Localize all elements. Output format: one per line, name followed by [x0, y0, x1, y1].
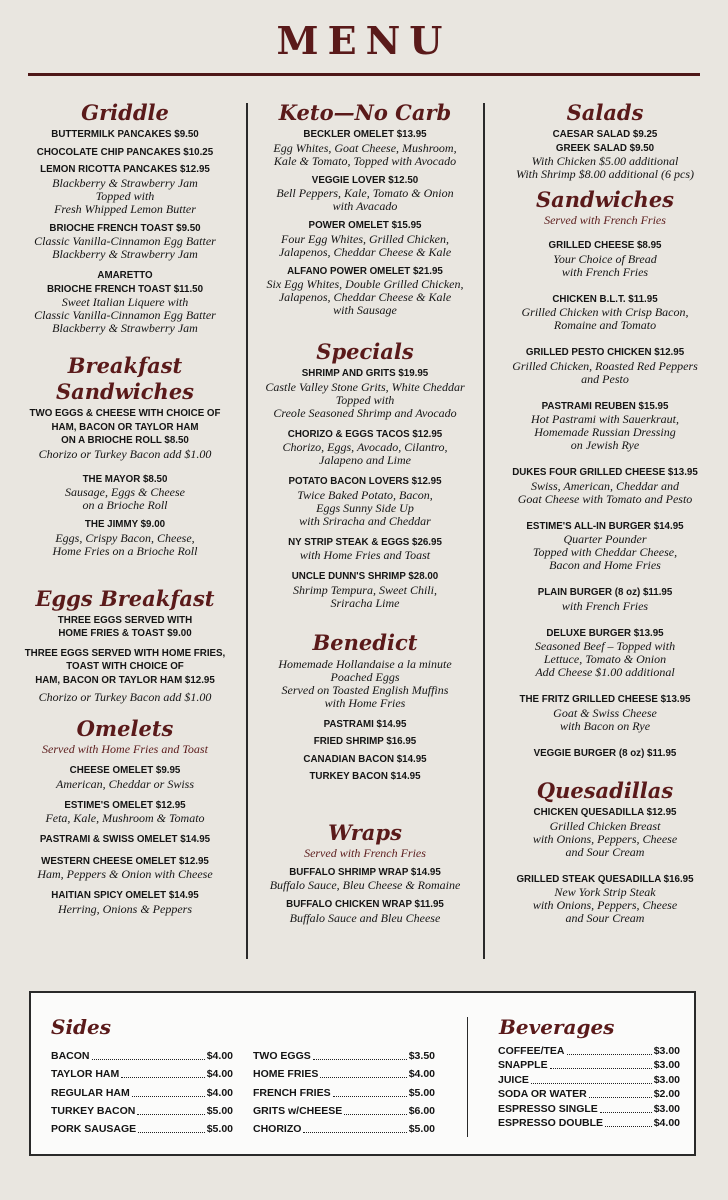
- item-description: Feta, Kale, Mushroom & Tomato: [45, 811, 205, 825]
- column-divider-1: [246, 103, 248, 959]
- section-subtitle: Served with French Fries: [304, 845, 426, 860]
- row-price: $5.00: [408, 1086, 435, 1099]
- beverages-title: Beverages: [499, 1015, 615, 1039]
- dot-leader: [567, 1054, 652, 1055]
- item-description: Chorizo, Eggs, Avocado, Cilantro, Jalapeno and Lime: [282, 440, 448, 467]
- item-name: SHRIMP AND GRITS $19.95: [301, 367, 429, 379]
- row-price: $5.00: [408, 1122, 435, 1135]
- menu-item: [252, 475, 478, 528]
- row-price: $3.00: [653, 1059, 680, 1071]
- section-subtitle: Served with Home Fries and Toast: [42, 742, 208, 756]
- row-price: $4.00: [653, 1117, 680, 1129]
- item-description: Quarter Pounder Topped with Cheddar Cheese, Bacon and Home Fries: [532, 532, 678, 572]
- menu-section: [252, 339, 478, 610]
- menu-item: [8, 691, 242, 704]
- menu-section: [8, 586, 242, 705]
- item-name: VEGGIE BURGER (8 oz) $11.95: [533, 746, 677, 759]
- item-name: THE FRITZ GRILLED CHEESE $13.95: [519, 693, 691, 705]
- item-name: BECKLER OMELET $13.95: [303, 128, 427, 140]
- menu-item: [252, 367, 478, 420]
- item-description: Sausage, Eggs & Cheese on a Brioche Roll: [65, 485, 185, 512]
- item-name: CANADIAN BACON $14.95: [303, 752, 427, 765]
- menu-column-right: [489, 100, 721, 925]
- price-row: [498, 1072, 680, 1087]
- menu-section: [8, 100, 242, 335]
- menu-item: [489, 128, 721, 142]
- menu-item: [489, 627, 721, 680]
- menu-section: [252, 630, 478, 784]
- row-price: $4.00: [206, 1050, 233, 1063]
- row-name: TWO EGGS: [253, 1050, 311, 1063]
- box-divider: [467, 1017, 468, 1137]
- row-price: $6.00: [408, 1104, 435, 1117]
- menu-item: [252, 536, 478, 563]
- price-row: [51, 1045, 233, 1063]
- row-name: ESPRESSO DOUBLE: [498, 1117, 604, 1129]
- dot-leader: [313, 1059, 407, 1060]
- menu-item: [252, 866, 478, 893]
- row-price: $4.00: [408, 1068, 435, 1081]
- title-rule: [28, 73, 700, 76]
- section-title: Eggs Breakfast: [35, 585, 215, 611]
- item-name: NY STRIP STEAK & EGGS $26.95: [288, 535, 442, 548]
- section-title: Griddle: [81, 100, 169, 125]
- menu-item: [8, 764, 242, 791]
- menu-item: [489, 873, 721, 926]
- menu-section: [252, 100, 478, 317]
- item-description: Eggs, Crispy Bacon, Cheese, Home Fries on a Brioche Roll: [52, 530, 198, 558]
- item-name: VEGGIE LOVER $12.50: [311, 173, 419, 186]
- menu-item: [252, 174, 478, 214]
- sides-beverages-box: [29, 991, 696, 1156]
- item-description: Ham, Peppers & Onion with Cheese: [37, 867, 213, 881]
- menu-item: [489, 806, 721, 859]
- row-price: $3.50: [408, 1050, 435, 1063]
- item-name: PASTRAMI & SWISS OMELET $14.95: [39, 833, 211, 845]
- menu-item: [8, 146, 242, 160]
- sides-title: Sides: [51, 1015, 112, 1039]
- item-name: THE MAYOR $8.50: [82, 472, 168, 485]
- section-title: Specials: [316, 339, 414, 364]
- menu-item: [489, 747, 721, 761]
- row-name: JUICE: [498, 1073, 529, 1086]
- price-row: [253, 1100, 435, 1118]
- dot-leader: [303, 1132, 406, 1133]
- item-name: TURKEY BACON $14.95: [309, 770, 421, 782]
- item-name: POTATO BACON LOVERS $12.95: [288, 475, 442, 487]
- row-price: $5.00: [206, 1104, 233, 1117]
- row-name: PORK SAUSAGE: [51, 1122, 137, 1135]
- dot-leader: [132, 1096, 205, 1097]
- item-description: Chorizo or Turkey Bacon add $1.00: [38, 446, 212, 461]
- sides-list-1: [51, 1045, 233, 1136]
- item-description: with Home Fries and Toast: [299, 548, 431, 562]
- item-name: BUFFALO CHICKEN WRAP $11.95: [286, 898, 444, 910]
- row-price: $4.00: [206, 1068, 233, 1081]
- price-row: [498, 1058, 680, 1073]
- row-name: COFFEE/TEA: [498, 1044, 565, 1057]
- item-description: with French Fries: [561, 598, 649, 613]
- item-name: ESTIME'S ALL-IN BURGER $14.95: [526, 519, 684, 532]
- dot-leader: [333, 1096, 407, 1097]
- price-row: [498, 1043, 680, 1058]
- item-description: Buffalo Sauce, Bleu Cheese & Romaine: [269, 878, 461, 892]
- dot-leader: [320, 1077, 406, 1078]
- menu-item: [8, 614, 242, 641]
- price-row: [498, 1116, 680, 1131]
- item-name: DELUXE BURGER $13.95: [546, 626, 664, 639]
- section-title: Omelets: [76, 716, 174, 741]
- item-name: GRILLED STEAK QUESADILLA $16.95: [516, 872, 694, 885]
- item-name: GREEK SALAD $9.50: [555, 141, 655, 154]
- row-price: $4.00: [206, 1086, 233, 1099]
- price-row: [51, 1118, 233, 1136]
- price-row: [498, 1101, 680, 1116]
- menu-item: [8, 473, 242, 513]
- row-price: $5.00: [206, 1122, 233, 1135]
- menu-item: [8, 407, 242, 461]
- menu-item: [489, 400, 721, 453]
- menu-item: [8, 855, 242, 882]
- section-title: Salads: [566, 100, 644, 125]
- menu-item: [489, 142, 721, 182]
- item-name: GRILLED PESTO CHICKEN $12.95: [525, 346, 685, 358]
- item-description: Your Choice of Bread with French Fries: [553, 251, 657, 279]
- menu-item: [8, 222, 242, 262]
- price-row: [253, 1118, 435, 1136]
- item-name: GRILLED CHEESE $8.95: [548, 239, 662, 251]
- row-name: HOME FRIES: [253, 1068, 319, 1081]
- section-title: Keto—No Carb: [278, 100, 452, 125]
- menu-item: [8, 163, 242, 216]
- dot-leader: [137, 1114, 204, 1115]
- item-description: Four Egg Whites, Grilled Chicken, Jalapenos, Cheddar Cheese & Kale: [278, 231, 452, 259]
- item-description: Homemade Hollandaise a la minute Poached Eggs Served on Toasted English Muffins with Home Fries: [278, 656, 452, 710]
- dot-leader: [121, 1077, 204, 1078]
- item-name: BUFFALO SHRIMP WRAP $14.95: [289, 865, 441, 878]
- item-description: Classic Vanilla-Cinnamon Egg Batter Blackberry & Strawberry Jam: [34, 234, 216, 261]
- price-row: [51, 1100, 233, 1118]
- item-description: Swiss, American, Cheddar and Goat Cheese with Tomato and Pesto: [517, 478, 693, 506]
- menu-title: MENU: [276, 18, 452, 63]
- price-row: [51, 1081, 233, 1099]
- section-subtitle: Served with French Fries: [544, 213, 666, 227]
- menu-item: [489, 346, 721, 386]
- menu-section: [489, 187, 721, 760]
- item-description: Goat & Swiss Cheese with Bacon on Rye: [553, 705, 657, 733]
- item-name: CAESAR SALAD $9.25: [552, 128, 658, 140]
- price-row: [253, 1045, 435, 1063]
- item-description: Blackberry & Strawberry Jam Topped with Fresh Whipped Lemon Butter: [52, 175, 198, 216]
- row-price: $2.00: [653, 1088, 680, 1100]
- item-name: LEMON RICOTTA PANCAKES $12.95: [40, 163, 210, 175]
- item-description: Egg Whites, Goat Cheese, Mushroom, Kale & Tomato, Topped with Avocado: [273, 140, 457, 168]
- menu-item: [8, 799, 242, 826]
- item-description: Twice Baked Potato, Bacon, Eggs Sunny Side Up with Sriracha and Cheddar: [297, 487, 433, 528]
- item-name: PASTRAMI $14.95: [323, 717, 407, 730]
- menu-item: [489, 293, 721, 333]
- menu-item: [252, 219, 478, 259]
- item-name: PLAIN BURGER (8 oz) $11.95: [537, 586, 673, 598]
- item-description: Grilled Chicken Breast with Onions, Peppers, Cheese and Sour Cream: [532, 818, 678, 859]
- item-description: Castle Valley Stone Grits, White Cheddar Topped with Creole Seasoned Shrimp and Avocado: [265, 379, 465, 420]
- row-name: TAYLOR HAM: [51, 1068, 120, 1081]
- dot-leader: [589, 1097, 652, 1098]
- item-name: ESTIME'S OMELET $12.95: [64, 798, 186, 811]
- menu-column-middle: [252, 100, 478, 925]
- menu-column-left: [8, 100, 242, 916]
- section-title: Sandwiches: [535, 187, 675, 212]
- item-name: HAITIAN SPICY OMELET $14.95: [51, 889, 199, 901]
- dot-leader: [531, 1083, 652, 1084]
- row-name: CHORIZO: [253, 1122, 302, 1135]
- row-price: $3.00: [653, 1073, 680, 1086]
- item-name: CHEESE OMELET $9.95: [69, 764, 181, 776]
- item-name: ALFANO POWER OMELET $21.95: [287, 264, 443, 277]
- menu-item: [252, 128, 478, 168]
- item-name: AMARETTO BRIOCHE FRENCH TOAST $11.50: [46, 269, 204, 295]
- item-description: Sweet Italian Liquere with Classic Vanilla-Cinnamon Egg Batter Blackberry & Strawberry Jam: [34, 295, 216, 335]
- menu-section: [8, 716, 242, 916]
- section-title: Breakfast Sandwiches: [55, 353, 195, 404]
- dot-leader: [550, 1068, 652, 1069]
- menu-item: [252, 570, 478, 610]
- dot-leader: [138, 1132, 205, 1133]
- item-name: DUKES FOUR GRILLED CHEESE $13.95: [512, 466, 698, 478]
- menu-section: [252, 820, 478, 925]
- menu-item: [8, 518, 242, 558]
- item-description: Hot Pastrami with Sauerkraut, Homemade Russian Dressing on Jewish Rye: [530, 412, 679, 452]
- item-name: CHICKEN QUESADILLA $12.95: [533, 806, 677, 818]
- item-name: BUTTERMILK PANCAKES $9.50: [51, 128, 199, 140]
- price-row: [253, 1081, 435, 1099]
- item-description: Seasoned Beef – Topped with Lettuce, Tomato & Onion Add Cheese $1.00 additional: [534, 639, 676, 679]
- price-row: [51, 1063, 233, 1081]
- item-description: Herring, Onions & Peppers: [58, 901, 192, 916]
- menu-item: [489, 239, 721, 279]
- dot-leader: [344, 1114, 406, 1115]
- menu-item: [252, 428, 478, 468]
- item-name: POWER OMELET $15.95: [308, 219, 422, 231]
- menu-section: [489, 100, 721, 181]
- menu-section: [489, 778, 721, 925]
- row-price: $3.00: [653, 1102, 680, 1115]
- section-title: Wraps: [328, 819, 402, 845]
- item-name: FRIED SHRIMP $16.95: [313, 735, 417, 747]
- row-price: $3.00: [653, 1044, 680, 1057]
- row-name: GRITS w/CHEESE: [253, 1104, 343, 1117]
- menu-item: [252, 770, 478, 784]
- menu-item: [489, 586, 721, 613]
- menu-item: [8, 889, 242, 916]
- row-name: BACON: [51, 1050, 90, 1063]
- item-description: New York Strip Steak with Onions, Peppers, Cheese and Sour Cream: [532, 885, 678, 925]
- item-description: Bell Peppers, Kale, Tomato & Onion with Avacado: [276, 186, 454, 213]
- price-row: [253, 1063, 435, 1081]
- item-name: UNCLE DUNN'S SHRIMP $28.00: [291, 570, 439, 582]
- item-name: CHORIZO & EGGS TACOS $12.95: [287, 427, 443, 440]
- item-name: THE JIMMY $9.00: [84, 518, 166, 530]
- item-description: Grilled Chicken with Crisp Bacon, Romaine and Tomato: [521, 305, 689, 332]
- dot-leader: [600, 1112, 652, 1113]
- item-description: Shrimp Tempura, Sweet Chili, Sriracha Lime: [293, 582, 437, 610]
- row-name: REGULAR HAM: [51, 1086, 130, 1099]
- row-name: TURKEY BACON: [51, 1104, 136, 1117]
- sides-list-2: [253, 1045, 435, 1136]
- item-name: CHOCOLATE CHIP PANCAKES $10.25: [36, 145, 214, 158]
- menu-item: [252, 658, 478, 710]
- dot-leader: [92, 1059, 205, 1060]
- item-name: CHICKEN B.L.T. $11.95: [552, 292, 658, 305]
- price-row: [498, 1087, 680, 1102]
- row-name: ESPRESSO SINGLE: [498, 1102, 598, 1115]
- item-name: THREE EGGS SERVED WITH HOME FRIES & TOAST $9.00: [57, 613, 193, 639]
- menu-item: [8, 647, 242, 688]
- item-description: Buffalo Sauce and Bleu Cheese: [289, 910, 441, 925]
- dot-leader: [605, 1126, 652, 1127]
- row-name: FRENCH FRIES: [253, 1086, 331, 1099]
- item-name: BRIOCHE FRENCH TOAST $9.50: [49, 221, 201, 234]
- item-name: WESTERN CHEESE OMELET $12.95: [41, 854, 209, 867]
- column-divider-2: [483, 103, 485, 959]
- section-title: Quesadillas: [536, 778, 674, 803]
- menu-item: [8, 833, 242, 847]
- menu-item: [252, 735, 478, 749]
- item-description: Six Egg Whites, Double Grilled Chicken, Jalapenos, Cheddar Cheese & Kale with Sausage: [266, 277, 464, 317]
- section-title: Benedict: [312, 629, 418, 655]
- item-name: TWO EGGS & CHEESE WITH CHOICE OF HAM, BACON OR TAYLOR HAM ON A BRIOCHE ROLL $8.50: [29, 407, 221, 446]
- item-description: Grilled Chicken, Roasted Red Peppers and Pesto: [512, 358, 698, 386]
- menu-section: [8, 353, 242, 558]
- item-name: PASTRAMI REUBEN $15.95: [541, 399, 669, 412]
- row-name: SNAPPLE: [498, 1059, 548, 1071]
- menu-item: [252, 718, 478, 732]
- item-name: THREE EGGS SERVED WITH HOME FRIES, TOAST WITH CHOICE OF HAM, BACON OR TAYLOR HAM $12.95: [24, 646, 226, 686]
- menu-item: [489, 520, 721, 573]
- menu-item: [252, 265, 478, 318]
- menu-item: [489, 466, 721, 506]
- menu-item: [252, 898, 478, 925]
- item-description: With Chicken $5.00 additional With Shrimp $8.00 additional (6 pcs): [516, 154, 694, 181]
- row-name: SODA OR WATER: [498, 1088, 587, 1100]
- item-description: Chorizo or Turkey Bacon add $1.00: [38, 690, 212, 704]
- beverages-list: [498, 1043, 680, 1130]
- menu-item: [8, 128, 242, 142]
- menu-item: [489, 693, 721, 733]
- menu-item: [252, 753, 478, 767]
- menu-item: [8, 269, 242, 335]
- item-description: American, Cheddar or Swiss: [56, 776, 194, 791]
